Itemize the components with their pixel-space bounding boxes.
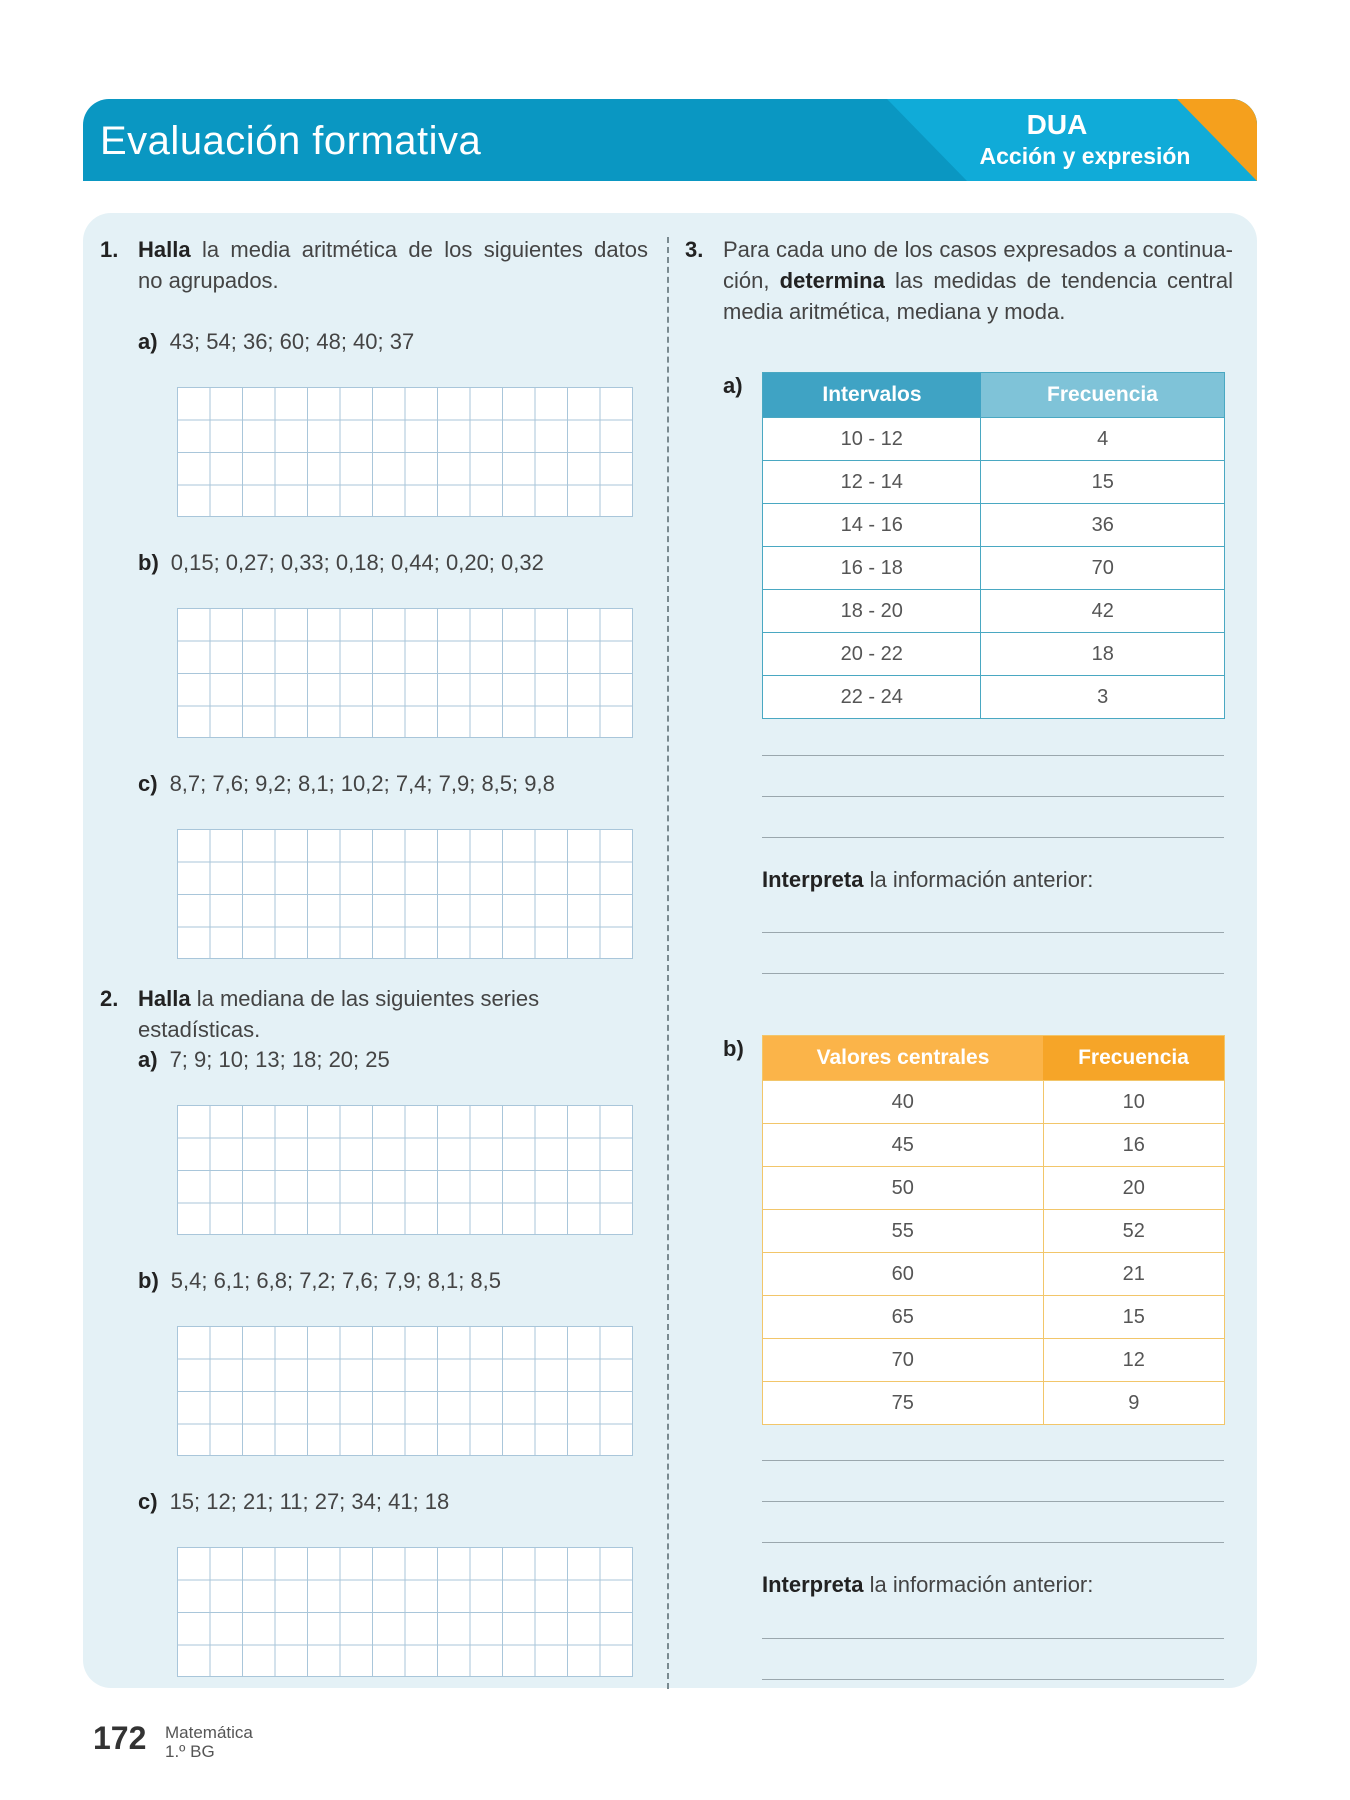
intervals-table <box>762 372 1225 719</box>
table-row: 12 - 14 15 <box>763 461 1225 504</box>
table-row: 70 12 <box>763 1339 1225 1382</box>
q2-item-b: b) 5,4; 6,1; 6,8; 7,2; 7,6; 7,9; 8,1; 8,5 <box>138 1268 502 1293</box>
q1-text-1: la media aritmética de los siguientes datos <box>190 237 648 262</box>
q1-item-a: a) 43; 54; 36; 60; 48; 40; 37 <box>138 329 415 354</box>
table-row: 55 52 <box>763 1210 1225 1253</box>
header-valores-centrales: Valores centrales <box>763 1036 1044 1081</box>
q2-statement <box>138 983 658 1045</box>
q1-verb: Halla <box>138 237 191 262</box>
header-frecuencia: Frecuencia <box>1043 1036 1224 1081</box>
q3-verb: determina <box>779 268 885 293</box>
q3-b-interpret: Interpreta la información anterior: <box>762 1572 1094 1597</box>
table-row: 14 - 16 36 <box>763 504 1225 547</box>
subject-label: Matemática 1.º BG <box>165 1723 253 1761</box>
q2-b-data: 5,4; 6,1; 6,8; 7,2; 7,6; 7,9; 8,1; 8,5 <box>170 1268 502 1293</box>
page-number: 172 <box>93 1720 147 1756</box>
table-row: 10 - 12 4 <box>763 418 1225 461</box>
answer-line[interactable] <box>762 1679 1224 1680</box>
q1-number: 1. <box>100 237 119 262</box>
q3-number: 3. <box>685 237 704 262</box>
answer-line[interactable] <box>762 1638 1224 1639</box>
answer-line[interactable] <box>762 932 1224 933</box>
table-row: 18 - 20 42 <box>763 590 1225 633</box>
q1-statement <box>138 234 648 296</box>
q3-line-3: media aritmética, mediana y moda. <box>723 299 1066 324</box>
q3-a-label: a) <box>723 373 743 398</box>
answer-line[interactable] <box>762 973 1224 974</box>
q3-a-interpret: Interpreta la información anterior: <box>762 867 1094 892</box>
q1-a-data: 43; 54; 36; 60; 48; 40; 37 <box>169 329 415 354</box>
q1-c-grid[interactable] <box>177 829 633 959</box>
header-intervalos: Intervalos <box>763 373 981 418</box>
table-row: 22 - 24 3 <box>763 676 1225 719</box>
q1-text-2: no agrupados. <box>138 268 279 293</box>
answer-line[interactable] <box>762 1501 1224 1502</box>
q1-c-data: 8,7; 7,6; 9,2; 8,1; 10,2; 7,4; 7,9; 8,5; 9,8 <box>169 771 555 796</box>
answer-line[interactable] <box>762 755 1224 756</box>
table-row: 20 - 22 18 <box>763 633 1225 676</box>
q1-a-grid[interactable] <box>177 387 633 517</box>
q2-a-data: 7; 9; 10; 13; 18; 20; 25 <box>169 1047 390 1072</box>
dua-label: DUA <box>1026 109 1088 140</box>
table-row: 16 - 18 70 <box>763 547 1225 590</box>
dua-subtitle: Acción y expresión <box>979 143 1191 169</box>
q2-b-grid[interactable] <box>177 1326 633 1456</box>
page-title: Evaluación formativa <box>100 119 482 163</box>
table-row: 75 9 <box>763 1382 1225 1425</box>
table-row: 50 20 <box>763 1167 1225 1210</box>
central-values-table <box>762 1035 1225 1425</box>
answer-line[interactable] <box>762 1460 1224 1461</box>
table-row: 45 16 <box>763 1124 1225 1167</box>
answer-line[interactable] <box>762 796 1224 797</box>
q1-b-grid[interactable] <box>177 608 633 738</box>
q3-statement: Para cada uno de los casos expresados a continua- ción, determina las medidas de tendencia central media aritmética, mediana y moda. <box>723 234 1233 327</box>
header-frecuencia: Frecuencia <box>981 373 1225 418</box>
q2-number: 2. <box>100 986 119 1011</box>
answer-line[interactable] <box>762 837 1224 838</box>
column-divider <box>667 237 669 1689</box>
answer-line[interactable] <box>762 1542 1224 1543</box>
q3-b-label: b) <box>723 1036 744 1061</box>
q2-verb: Halla <box>138 986 191 1011</box>
q2-text: la mediana de las siguientes series estadísticas. <box>138 986 540 1042</box>
q2-a-grid[interactable] <box>177 1105 633 1235</box>
table-row: 40 10 <box>763 1081 1225 1124</box>
q1-b-data: 0,15; 0,27; 0,33; 0,18; 0,44; 0,20; 0,32 <box>170 550 544 575</box>
header-banner <box>83 99 1257 181</box>
q2-item-a: a) 7; 9; 10; 13; 18; 20; 25 <box>138 1047 390 1072</box>
q2-c-grid[interactable] <box>177 1547 633 1677</box>
table-row: 60 21 <box>763 1253 1225 1296</box>
q3-line-1: Para cada uno de los casos expresados a continua- <box>723 237 1233 262</box>
table-row: 65 15 <box>763 1296 1225 1339</box>
q1-item-c: c) 8,7; 7,6; 9,2; 8,1; 10,2; 7,4; 7,9; 8,5; 9,8 <box>138 771 555 796</box>
q2-c-data: 15; 12; 21; 11; 27; 34; 41; 18 <box>169 1489 450 1514</box>
q1-item-b: b) 0,15; 0,27; 0,33; 0,18; 0,44; 0,20; 0,32 <box>138 550 544 575</box>
q2-item-c: c) 15; 12; 21; 11; 27; 34; 41; 18 <box>138 1489 450 1514</box>
